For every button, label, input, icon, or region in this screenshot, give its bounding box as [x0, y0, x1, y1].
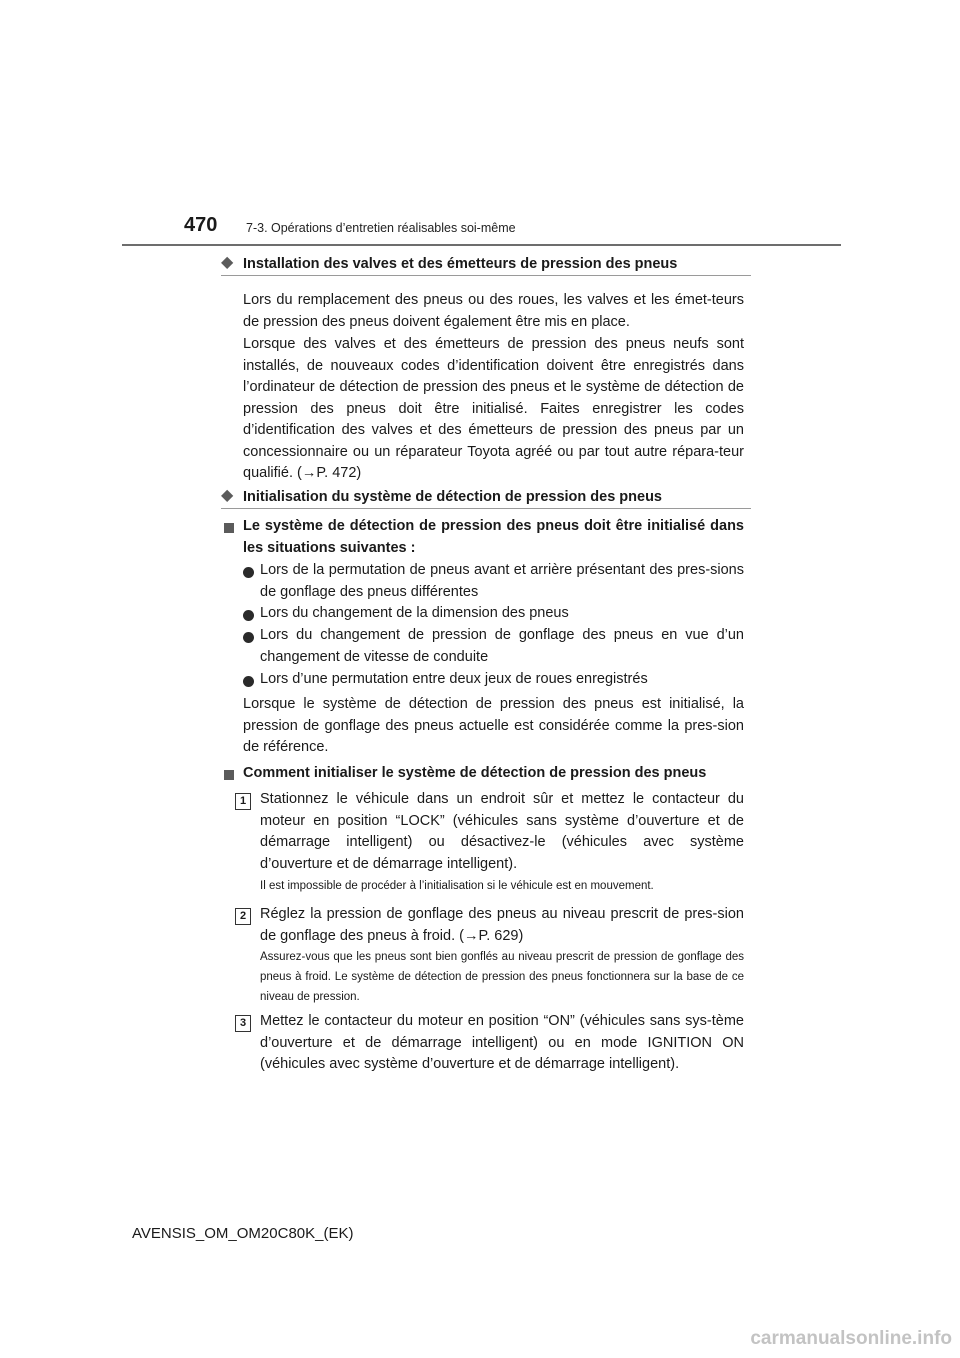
list-item: Lors d’une permutation entre deux jeux de roues enregistrés: [260, 671, 648, 687]
watermark: carmanualsonline.info: [750, 1328, 952, 1349]
step-note: Il est impossible de procéder à l’initialisation si le véhicule est en mouvement.: [260, 880, 654, 892]
step-number-badge: 1: [235, 793, 251, 810]
bullet-dot-icon: [243, 632, 254, 643]
paragraph-replacement: Lors du remplacement des pneus ou des roues, les valves et les émet-teurs de pression des pneus doivent également être mis en place.: [243, 292, 744, 330]
section-divider: [221, 508, 751, 509]
subheading-situations: Le système de détection de pression des pneus doit être initialisé dans les situations suivantes :: [243, 518, 744, 556]
document-code: AVENSIS_OM_OM20C80K_(EK): [132, 1225, 354, 1242]
step-text: Stationnez le véhicule dans un endroit sûr et mettez le contacteur du moteur en position “LOCK” (véhicules sans système d’ouverture et de démarrage intelligent) ou désactivez-le (véhicules avec système d’ouverture et de démarrage intelligent).: [260, 791, 744, 872]
bullet-dot-icon: [243, 610, 254, 621]
list-item: Lors du changement de la dimension des pneus: [260, 605, 569, 621]
diamond-icon: ◆: [221, 254, 234, 271]
subheading-how-to-initialise: Comment initialiser le système de détection de pression des pneus: [243, 765, 707, 781]
step-text: Mettez le contacteur du moteur en position “ON” (véhicules sans sys-tème d’ouverture et de démarrage intelligent) ou en mode IGNITION ON (véhicules avec système d’ouverture et de démarrage intelligent).: [260, 1013, 744, 1072]
square-bullet-icon: [224, 523, 234, 533]
paragraph-reference-pressure: Lorsque le système de détection de pression des pneus est initialisé, la pression de gonflage des pneus actuelle est considérée comme la pres-sion de référence.: [243, 696, 744, 755]
step-text: Réglez la pression de gonflage des pneus au niveau prescrit de pres-sion de gonflage des pneus à froid. (→P. 629): [260, 906, 744, 944]
page-number: 470: [184, 214, 218, 236]
section-title-initialisation: Initialisation du système de détection de pression des pneus: [243, 489, 662, 505]
bullet-dot-icon: [243, 567, 254, 578]
list-item: Lors du changement de pression de gonflage des pneus en vue d’un changement de vitesse de conduite: [260, 627, 744, 665]
section-title-installation: Installation des valves et des émetteurs de pression des pneus: [243, 256, 678, 272]
step-number-badge: 3: [235, 1015, 251, 1032]
section-divider: [221, 275, 751, 276]
step-note: Assurez-vous que les pneus sont bien gonflés au niveau prescrit de pression de gonflage des pneus à froid. Le système de détection de pression des pneus fonctionnera sur la base de ce niveau de pression.: [260, 951, 744, 1003]
bullet-dot-icon: [243, 676, 254, 687]
header-divider: [122, 244, 841, 246]
step-number-badge: 2: [235, 908, 251, 925]
list-item: Lors de la permutation de pneus avant et arrière présentant des pres-sions de gonflage des pneus différentes: [260, 562, 744, 600]
diamond-icon: ◆: [221, 487, 234, 504]
paragraph-registration: Lorsque des valves et des émetteurs de pression des pneus neufs sont installés, de nouveaux codes d’identification doivent être enregistrés dans l’ordinateur de détection de pression des pneus et le système de détection de pression des pneus doit être initialisé. Faites enregistrer les codes d’identification des valves et des émetteurs de pression des pneus par un concessionnaire ou un réparateur Toyota agréé ou par tout autre répara-teur qualifié. (→P. 472): [243, 336, 744, 481]
chapter-title: 7-3. Opérations d’entretien réalisables soi-même: [246, 221, 516, 235]
square-bullet-icon: [224, 770, 234, 780]
